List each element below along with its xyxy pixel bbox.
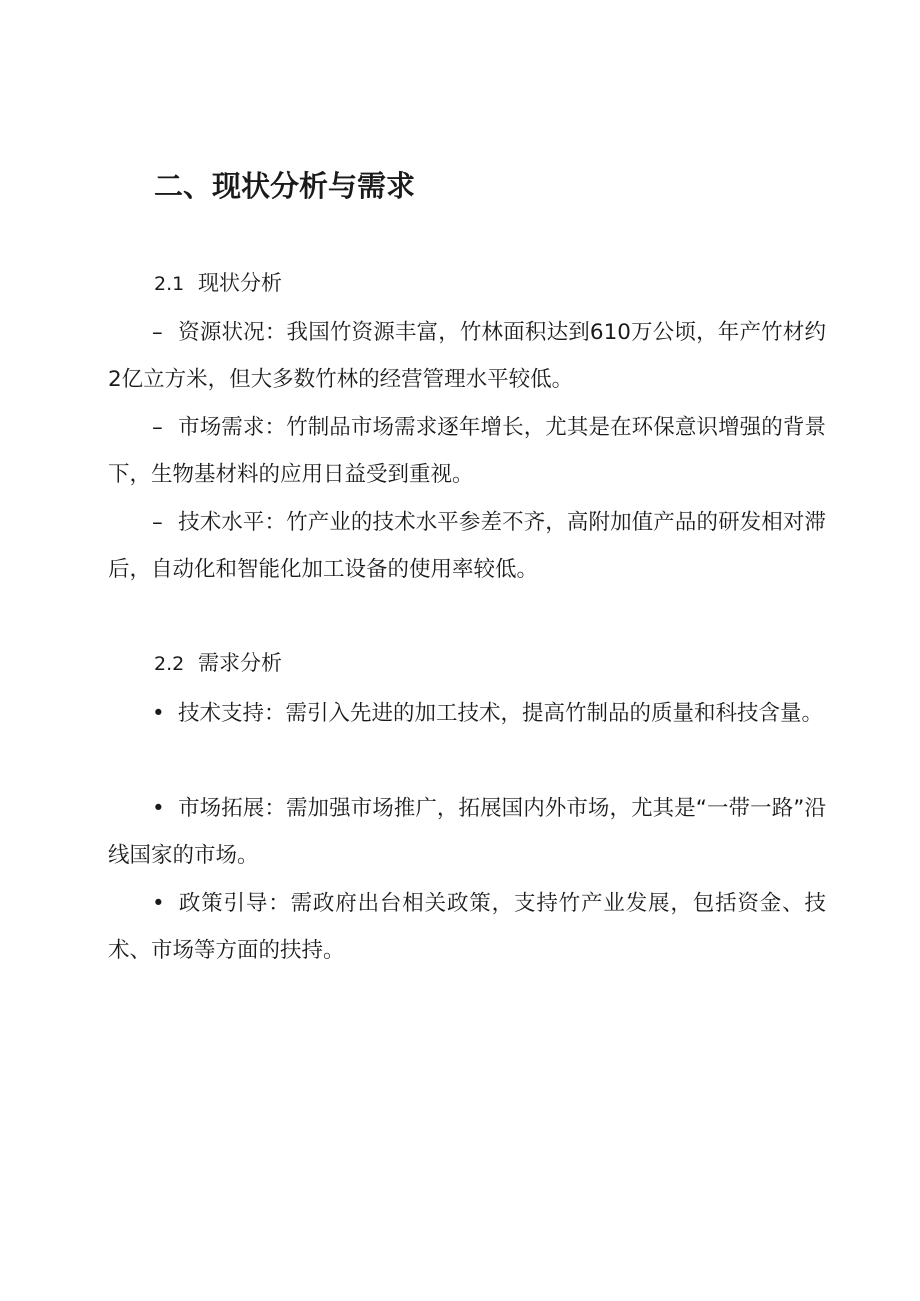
item-text: 竹制品市场需求逐年增长，尤其是在环保意识增强的背景下，生物基材料的应用日益受到重视。 [108, 415, 826, 487]
item-label: 资源状况 [178, 320, 265, 345]
item-separator: ： [264, 701, 286, 726]
list-item-market-demand [108, 404, 826, 498]
list-item-technology-level [108, 499, 826, 593]
dash-marker: – [152, 510, 163, 535]
item-label: 技术支持 [178, 701, 265, 726]
subsection-number: 2.2 [154, 653, 185, 675]
subsection-title: 现状分析 [198, 271, 282, 295]
item-text: 需加强市场推广，拓展国内外市场，尤其是“一带一路”沿线国家的市场。 [108, 796, 826, 868]
subsection-title: 需求分析 [198, 651, 282, 675]
list-item-technical-support [108, 690, 826, 737]
item-label: 技术水平 [178, 510, 265, 535]
item-label: 市场拓展 [178, 796, 265, 821]
item-text: 竹产业的技术水平参差不齐，高附加值产品的研发相对滞后，自动化和智能化加工设备的使用率较低。 [108, 510, 826, 582]
item-text: 需政府出台相关政策，支持竹产业发展，包括资金、技术、市场等方面的扶持。 [108, 891, 826, 963]
bullet-marker: • [152, 796, 165, 821]
subsection-number: 2.1 [154, 273, 185, 295]
item-text: 需引入先进的加工技术，提高竹制品的质量和科技含量。 [285, 701, 824, 726]
dash-marker: – [152, 320, 163, 345]
bullet-marker: • [152, 701, 165, 726]
subsection-heading-2-2 [154, 648, 282, 679]
item-separator: ： [268, 891, 291, 916]
dash-marker: – [152, 415, 163, 440]
item-label: 市场需求 [178, 415, 265, 440]
item-separator: ： [264, 510, 287, 535]
list-item-policy-guidance [108, 880, 826, 974]
bullet-marker: • [152, 891, 165, 916]
section-title: 二、现状分析与需求 [154, 169, 416, 203]
subsection-heading-2-1 [154, 268, 282, 299]
item-text: 我国竹资源丰富，竹林面积达到610万公顷，年产竹材约2亿立方米，但大多数竹林的经营管理水平较低。 [108, 320, 826, 392]
item-label: 政策引导 [178, 891, 269, 916]
list-item-market-expansion [108, 785, 826, 879]
item-separator: ： [264, 415, 287, 440]
item-separator: ： [264, 320, 287, 345]
list-item-resource-status [108, 309, 826, 403]
item-separator: ： [264, 796, 286, 821]
